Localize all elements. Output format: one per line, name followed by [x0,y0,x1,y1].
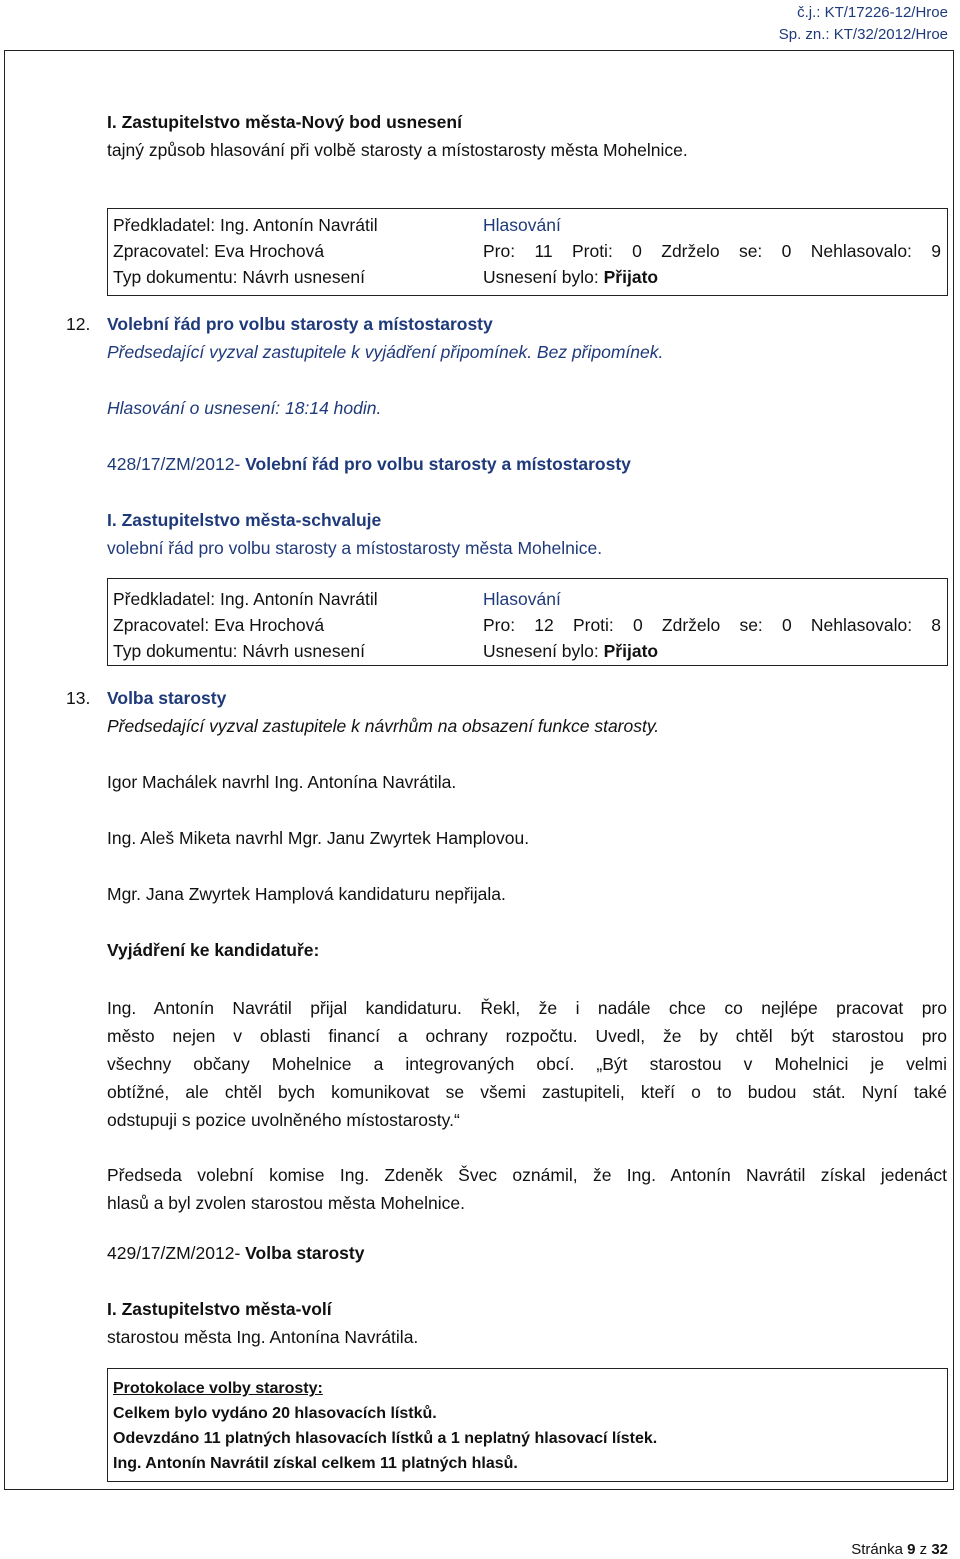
statement-line: Ing. Antonín Navrátil přijal kandidaturu. Řekl, že i nadále chce co nejlépe pracovat pro [107,998,947,1018]
vote-box-2-right [483,586,941,664]
vote-box-1-left [113,212,378,290]
vote-result: Usnesení bylo: Přijato [483,641,659,661]
vote-heading: Hlasování [483,215,561,235]
statement-paragraph [107,994,947,1134]
doc-type: Typ dokumentu: Návrh usnesení [113,641,365,661]
resolution-heading: I. Zastupitelstvo města-volí [107,1299,332,1319]
vote-heading: Hlasování [483,589,561,609]
nomination-1: Igor Machálek navrhl Ing. Antonína Navrátila. [107,772,457,792]
resolution-header: 428/17/ZM/2012- Volební řád pro volbu starosty a místostarosty [107,454,631,474]
vote-result: Usnesení bylo: Přijato [483,267,659,287]
file-mark: Sp. zn.: KT/32/2012/Hroe [778,26,948,43]
block1-text: tajný způsob hlasování při volbě starosty a místostarosty města Mohelnice. [107,140,688,160]
vote-counts: Pro: 11 Proti: 0 Zdrželo se: 0 Nehlasovalo: 9 [483,241,941,261]
resolution-header: 429/17/ZM/2012- Volba starosty [107,1243,365,1263]
vote-box-1-right [483,212,941,290]
statement-line: obtížné, ale chtěl bych komunikovat se všemi zastupiteli, kteří o to budou stát. Nyní také [107,1082,947,1102]
page-number: Stránka 9 z 32 [851,1541,948,1558]
protocol-title: Protokolace volby starosty: [113,1380,323,1397]
vote-time: Hlasování o usnesení: 18:14 hodin. [107,398,382,418]
statement-heading: Vyjádření ke kandidatuře: [107,940,320,960]
statement-line: odstupuji s pozice uvolněného místostarosty.“ [107,1110,460,1130]
doc-type: Typ dokumentu: Návrh usnesení [113,267,365,287]
item-title: Volba starosty [107,688,227,708]
vote-result-value: Přijato [603,267,659,287]
nomination-declined: Mgr. Jana Zwyrtek Hamplová kandidaturu nepřijala. [107,884,506,904]
protocol-line: Ing. Antonín Navrátil získal celkem 11 platných hlasů. [113,1455,518,1472]
statement-line: město nejen v oblasti financí a ochrany rozpočtu. Uvedl, že by chtěl být starostou pro [107,1026,947,1046]
vote-counts: Pro: 12 Proti: 0 Zdrželo se: 0 Nehlasovalo: 8 [483,615,941,635]
predkladatel: Předkladatel: Ing. Antonín Navrátil [113,215,378,235]
chair-note: Předsedající vyzval zastupitele k vyjádření připomínek. Bez připomínek. [107,342,664,362]
predkladatel: Předkladatel: Ing. Antonín Navrátil [113,589,378,609]
zpracovatel: Zpracovatel: Eva Hrochová [113,615,325,635]
item-number: 12. [66,314,91,334]
resolution-heading: I. Zastupitelstvo města-schvaluje [107,510,382,530]
committee-paragraph [107,1161,947,1217]
zpracovatel: Zpracovatel: Eva Hrochová [113,241,325,261]
protocol [113,1376,657,1476]
item-number: 13. [66,688,91,708]
resolution-text: volební řád pro volbu starosty a místostarosty města Mohelnice. [107,538,603,558]
committee-line: Předseda volební komise Ing. Zdeněk Švec oznámil, že Ing. Antonín Navrátil získal jedenáct [107,1165,947,1185]
case-number: č.j.: KT/17226-12/Hroe [797,4,948,21]
committee-line: hlasů a byl zvolen starostou města Mohelnice. [107,1193,465,1213]
nomination-2: Ing. Aleš Miketa navrhl Mgr. Janu Zwyrtek Hamplovou. [107,828,530,848]
vote-box-2-left [113,586,378,664]
resolution-text: starostou města Ing. Antonína Navrátila. [107,1327,419,1347]
item-title: Volební řád pro volbu starosty a místostarosty [107,314,493,334]
chair-note: Předsedající vyzval zastupitele k návrhům na obsazení funkce starosty. [107,716,660,736]
protocol-line: Celkem bylo vydáno 20 hlasovacích lístků. [113,1405,437,1422]
protocol-line: Odevzdáno 11 platných hlasovacích lístků a 1 neplatný hlasovací lístek. [113,1430,658,1447]
statement-line: všechny občany Mohelnice a integrovaných obcí. „Být starostou v Mohelnici je velmi [107,1054,947,1074]
block1-heading: I. Zastupitelstvo města-Nový bod usnesení [107,112,462,132]
vote-result-value: Přijato [603,641,659,661]
